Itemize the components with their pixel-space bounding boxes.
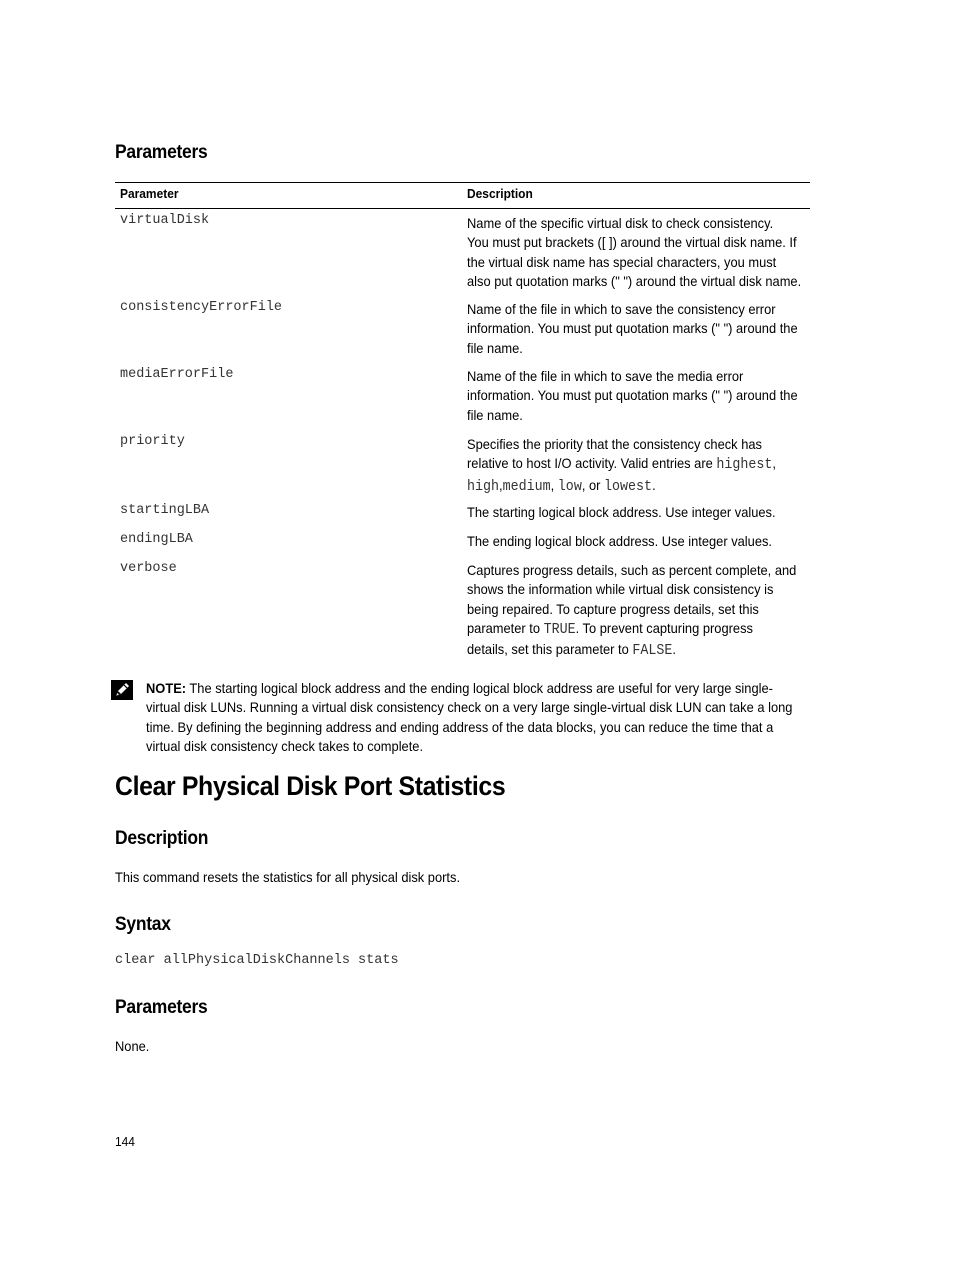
note-text: NOTE: The starting logical block address and the ending logical block address are useful for very large single- virtual disk LUNs. Running a virtual disk consistency check on a very large single-virtual disk LUN can take a long time. By defining the beginning address and ending address of the data blocks, you can reduce the time that a virtual disk consistency check takes to complete.: [146, 680, 793, 754]
syntax-code: clear allPhysicalDiskChannels stats: [115, 953, 399, 968]
value-lowest: lowest: [604, 478, 653, 495]
param-name-startinglba: startingLBA: [120, 503, 210, 518]
table-header-rule: [115, 208, 810, 209]
description-heading: Description: [115, 828, 209, 849]
note-label: NOTE:: [146, 680, 187, 696]
param-name-virtualdisk: virtualDisk: [120, 213, 210, 228]
param-desc-priority: Specifies the priority that the consistency check has relative to host I/O activity. Valid entries are highest, high,medium, low, or lowest.: [467, 436, 776, 495]
param-desc-consistencyerrorfile: Name of the file in which to save the consistency error information. You must put quotation marks (" ") around the file name.: [467, 301, 798, 356]
param-desc-verbose: Captures progress details, such as percent complete, and shows the information while virtual disk consistency is being repaired. To capture progress details, set this parameter to TRUE. To prevent capturing progress details, set this parameter to FALSE.: [467, 562, 797, 660]
param-name-endinglba: endingLBA: [120, 532, 193, 547]
param-name-priority: priority: [120, 434, 185, 449]
page-number: 144: [115, 1134, 135, 1149]
value-medium: medium: [502, 478, 551, 495]
param-desc-virtualdisk: Name of the specific virtual disk to check consistency. You must put brackets ([ ]) around the virtual disk name. If the virtual disk name has special characters, you must also put quotation marks (" ") around the virtual disk name.: [467, 215, 802, 289]
parameters-none-heading: Parameters: [115, 997, 208, 1018]
param-desc-endinglba: The ending logical block address. Use integer values.: [467, 533, 773, 549]
value-false: FALSE: [632, 643, 673, 660]
param-name-verbose: verbose: [120, 561, 177, 576]
pencil-note-icon: [111, 680, 133, 700]
param-desc-startinglba: The starting logical block address. Use integer values.: [467, 504, 776, 520]
main-title: Clear Physical Disk Port Statistics: [115, 771, 506, 801]
param-name-mediaerrorfile: mediaErrorFile: [120, 367, 234, 382]
syntax-heading: Syntax: [115, 914, 171, 935]
value-high: high: [467, 478, 500, 495]
param-desc-mediaerrorfile: Name of the file in which to save the media error information. You must put quotation marks (" ") around the file name.: [467, 368, 798, 423]
value-low: low: [557, 478, 582, 495]
table-header-parameter: Parameter: [120, 186, 179, 201]
value-true: TRUE: [543, 621, 576, 638]
param-name-consistencyerrorfile: consistencyErrorFile: [120, 300, 283, 315]
parameters-none-text: None.: [115, 1038, 150, 1054]
table-header-description: Description: [467, 186, 533, 201]
table-top-rule: [115, 182, 810, 183]
description-text: This command resets the statistics for all physical disk ports.: [115, 869, 461, 885]
parameters-heading: Parameters: [115, 142, 208, 163]
value-highest: highest: [716, 457, 773, 474]
